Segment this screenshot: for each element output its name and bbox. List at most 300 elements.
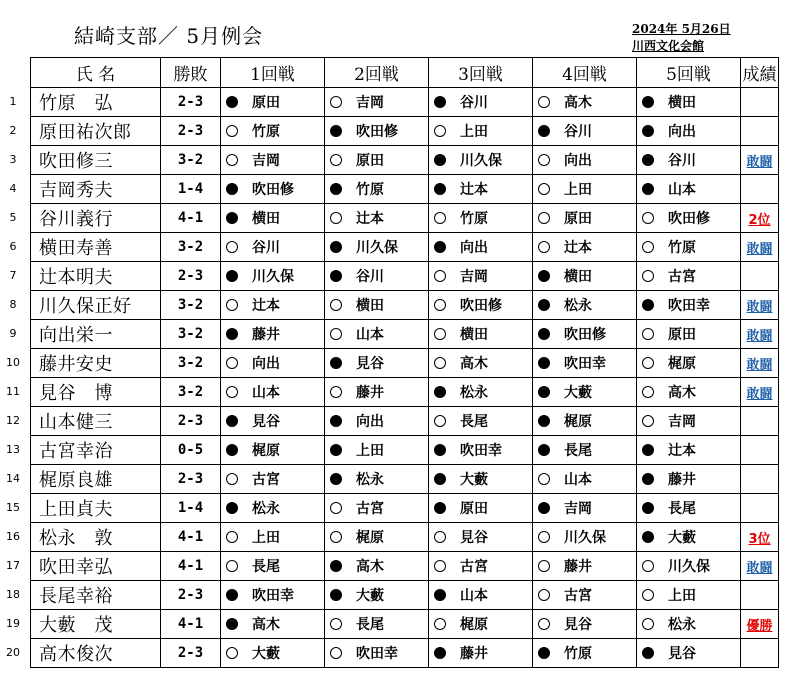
win-mark-icon [226, 618, 238, 630]
player-name: 原田祐次郎 [31, 117, 161, 146]
match-cell-round-4 [533, 349, 637, 378]
match-cell-round-2 [325, 88, 429, 117]
opponent-name: 見谷 [460, 530, 488, 546]
result-award [741, 88, 779, 117]
loss-mark-icon [538, 560, 550, 572]
opponent-name: 吹田修 [356, 124, 398, 140]
win-mark-icon [226, 96, 238, 108]
match-cell-round-1 [221, 436, 325, 465]
win-mark-icon [226, 444, 238, 456]
loss-mark-icon [538, 531, 550, 543]
opponent-name: 藤井 [252, 327, 280, 343]
match-cell-round-3 [429, 436, 533, 465]
opponent-name: 吹田修 [564, 327, 606, 343]
match-cell-round-2 [325, 494, 429, 523]
match-cell-round-2 [325, 523, 429, 552]
match-cell-round-4 [533, 175, 637, 204]
opponent-name: 長尾 [356, 617, 384, 633]
win-mark-icon [538, 270, 550, 282]
win-mark-icon [330, 415, 342, 427]
opponent-name: 辻本 [356, 211, 384, 227]
row-number: 19 [6, 617, 20, 630]
match-cell-round-5 [637, 204, 741, 233]
table-row [31, 552, 779, 581]
match-cell-round-5 [637, 436, 741, 465]
match-cell-round-5 [637, 494, 741, 523]
row-number: 2 [9, 124, 17, 137]
opponent-name: 原田 [564, 211, 592, 227]
result-award [741, 436, 779, 465]
opponent-name: 藤井 [356, 385, 384, 401]
result-award [741, 175, 779, 204]
loss-mark-icon [434, 415, 446, 427]
win-mark-icon [642, 473, 654, 485]
match-cell-round-2 [325, 262, 429, 291]
opponent-name: 辻本 [460, 182, 488, 198]
match-cell-round-3 [429, 465, 533, 494]
table-row [31, 146, 779, 175]
opponent-name: 吉岡 [356, 95, 384, 111]
loss-mark-icon [330, 154, 342, 166]
table-row [31, 175, 779, 204]
opponent-name: 大藪 [356, 588, 384, 604]
match-cell-round-5 [637, 175, 741, 204]
loss-mark-icon [330, 531, 342, 543]
win-mark-icon [434, 473, 446, 485]
loss-mark-icon [642, 589, 654, 601]
opponent-name: 高木 [252, 617, 280, 633]
match-cell-round-2 [325, 639, 429, 668]
result-award[interactable]: 2位 [741, 204, 779, 233]
opponent-name: 吹田幸 [252, 588, 294, 604]
match-cell-round-4 [533, 581, 637, 610]
result-award [741, 581, 779, 610]
loss-mark-icon [538, 241, 550, 253]
match-cell-round-1 [221, 175, 325, 204]
win-mark-icon [226, 415, 238, 427]
opponent-name: 向出 [668, 124, 696, 140]
opponent-name: 古宮 [564, 588, 592, 604]
match-cell-round-2 [325, 146, 429, 175]
loss-mark-icon [330, 647, 342, 659]
opponent-name: 見谷 [564, 617, 592, 633]
opponent-name: 松永 [668, 617, 696, 633]
row-number: 17 [6, 559, 20, 572]
win-loss-record: 4-1 [161, 610, 221, 639]
event-info [632, 21, 731, 55]
opponent-name: 藤井 [668, 472, 696, 488]
match-cell-round-1 [221, 378, 325, 407]
win-mark-icon [330, 270, 342, 282]
loss-mark-icon [226, 125, 238, 137]
opponent-name: 向出 [460, 240, 488, 256]
opponent-name: 吹田修 [252, 182, 294, 198]
col-header-round-2: 2回戦 [325, 58, 429, 88]
result-award [741, 117, 779, 146]
opponent-name: 川久保 [252, 269, 294, 285]
result-award [741, 639, 779, 668]
win-loss-record: 3-2 [161, 349, 221, 378]
table-row [31, 204, 779, 233]
opponent-name: 古宮 [460, 559, 488, 575]
opponent-name: 原田 [460, 501, 488, 517]
loss-mark-icon [330, 386, 342, 398]
header-row [31, 58, 779, 88]
match-cell-round-1 [221, 494, 325, 523]
win-mark-icon [434, 444, 446, 456]
row-number: 15 [6, 501, 20, 514]
win-loss-record: 3-2 [161, 320, 221, 349]
loss-mark-icon [226, 299, 238, 311]
opponent-name: 長尾 [252, 559, 280, 575]
opponent-name: 吉岡 [564, 501, 592, 517]
win-mark-icon [642, 154, 654, 166]
match-cell-round-2 [325, 407, 429, 436]
loss-mark-icon [226, 473, 238, 485]
result-award[interactable]: 敢闘 [741, 552, 779, 581]
match-cell-round-4 [533, 494, 637, 523]
loss-mark-icon [642, 328, 654, 340]
loss-mark-icon [226, 357, 238, 369]
player-name: 大藪 茂 [31, 610, 161, 639]
match-cell-round-1 [221, 349, 325, 378]
opponent-name: 吹田修 [668, 211, 710, 227]
col-header-round-1: 1回戦 [221, 58, 325, 88]
opponent-name: 見谷 [668, 646, 696, 662]
loss-mark-icon [330, 212, 342, 224]
match-cell-round-3 [429, 320, 533, 349]
match-cell-round-1 [221, 262, 325, 291]
win-mark-icon [434, 386, 446, 398]
row-number: 11 [6, 385, 20, 398]
table-row [31, 233, 779, 262]
table-row [31, 581, 779, 610]
opponent-name: 長尾 [564, 443, 592, 459]
row-number: 10 [6, 356, 20, 369]
loss-mark-icon [538, 183, 550, 195]
match-cell-round-2 [325, 436, 429, 465]
loss-mark-icon [642, 270, 654, 282]
result-award[interactable]: 敢闘 [741, 320, 779, 349]
loss-mark-icon [434, 531, 446, 543]
match-cell-round-5 [637, 552, 741, 581]
player-name: 谷川義行 [31, 204, 161, 233]
match-cell-round-5 [637, 88, 741, 117]
loss-mark-icon [538, 473, 550, 485]
player-name: 見谷 博 [31, 378, 161, 407]
match-cell-round-2 [325, 581, 429, 610]
result-award [741, 494, 779, 523]
match-cell-round-4 [533, 146, 637, 175]
row-number: 6 [9, 240, 17, 253]
row-number: 3 [9, 153, 17, 166]
match-cell-round-5 [637, 320, 741, 349]
win-mark-icon [330, 444, 342, 456]
match-cell-round-5 [637, 291, 741, 320]
player-name: 向出栄一 [31, 320, 161, 349]
table-row [31, 291, 779, 320]
event-date: 2024年 5月26日 [632, 22, 731, 36]
win-mark-icon [538, 299, 550, 311]
match-cell-round-4 [533, 88, 637, 117]
match-cell-round-3 [429, 204, 533, 233]
opponent-name: 吹田幸 [460, 443, 502, 459]
loss-mark-icon [330, 96, 342, 108]
win-loss-record: 2-3 [161, 262, 221, 291]
opponent-name: 川久保 [564, 530, 606, 546]
win-loss-record: 1-4 [161, 494, 221, 523]
opponent-name: 山本 [460, 588, 488, 604]
opponent-name: 松永 [356, 472, 384, 488]
opponent-name: 川久保 [460, 153, 502, 169]
row-number: 12 [6, 414, 20, 427]
loss-mark-icon [538, 96, 550, 108]
result-award [741, 262, 779, 291]
match-cell-round-1 [221, 639, 325, 668]
opponent-name: 古宮 [356, 501, 384, 517]
win-loss-record: 1-4 [161, 175, 221, 204]
player-name: 上田貞夫 [31, 494, 161, 523]
loss-mark-icon [434, 618, 446, 630]
opponent-name: 谷川 [356, 269, 384, 285]
player-name: 藤井安史 [31, 349, 161, 378]
win-mark-icon [434, 502, 446, 514]
opponent-name: 梶原 [668, 356, 696, 372]
col-header-result: 成績 [741, 58, 779, 88]
win-mark-icon [434, 154, 446, 166]
win-loss-record: 3-2 [161, 378, 221, 407]
match-cell-round-1 [221, 552, 325, 581]
win-mark-icon [434, 647, 446, 659]
match-cell-round-4 [533, 407, 637, 436]
win-mark-icon [642, 125, 654, 137]
opponent-name: 辻本 [564, 240, 592, 256]
opponent-name: 上田 [252, 530, 280, 546]
win-mark-icon [330, 241, 342, 253]
row-number: 7 [9, 269, 17, 282]
row-number: 4 [9, 182, 17, 195]
result-award[interactable]: 敢闘 [741, 233, 779, 262]
win-mark-icon [538, 328, 550, 340]
match-cell-round-4 [533, 552, 637, 581]
row-number: 20 [6, 646, 20, 659]
opponent-name: 大藪 [460, 472, 488, 488]
result-award[interactable]: 3位 [741, 523, 779, 552]
table-row [31, 349, 779, 378]
win-mark-icon [330, 589, 342, 601]
player-name: 長尾幸裕 [31, 581, 161, 610]
match-cell-round-2 [325, 610, 429, 639]
opponent-name: 山本 [564, 472, 592, 488]
match-cell-round-3 [429, 523, 533, 552]
player-name: 山本健三 [31, 407, 161, 436]
opponent-name: 見谷 [252, 414, 280, 430]
match-cell-round-1 [221, 581, 325, 610]
match-cell-round-5 [637, 262, 741, 291]
player-name: 松永 敦 [31, 523, 161, 552]
loss-mark-icon [434, 560, 446, 572]
table-row [31, 436, 779, 465]
win-mark-icon [330, 473, 342, 485]
result-award[interactable]: 敢闘 [741, 349, 779, 378]
match-cell-round-4 [533, 117, 637, 146]
col-header-record: 勝敗 [161, 58, 221, 88]
match-cell-round-5 [637, 610, 741, 639]
opponent-name: 原田 [668, 327, 696, 343]
row-number: 9 [9, 327, 17, 340]
match-cell-round-1 [221, 465, 325, 494]
win-mark-icon [434, 96, 446, 108]
opponent-name: 川久保 [668, 559, 710, 575]
win-mark-icon [538, 357, 550, 369]
match-cell-round-1 [221, 320, 325, 349]
opponent-name: 梶原 [460, 617, 488, 633]
match-cell-round-4 [533, 610, 637, 639]
win-loss-record: 4-1 [161, 552, 221, 581]
player-name: 吉岡秀夫 [31, 175, 161, 204]
loss-mark-icon [642, 560, 654, 572]
loss-mark-icon [538, 154, 550, 166]
match-cell-round-2 [325, 552, 429, 581]
opponent-name: 吉岡 [460, 269, 488, 285]
opponent-name: 竹原 [564, 646, 592, 662]
opponent-name: 吉岡 [668, 414, 696, 430]
loss-mark-icon [642, 241, 654, 253]
opponent-name: 横田 [460, 327, 488, 343]
opponent-name: 原田 [356, 153, 384, 169]
win-mark-icon [538, 125, 550, 137]
opponent-name: 大藪 [564, 385, 592, 401]
win-mark-icon [226, 270, 238, 282]
player-name: 吹田幸弘 [31, 552, 161, 581]
row-number: 18 [6, 588, 20, 601]
loss-mark-icon [642, 212, 654, 224]
match-cell-round-4 [533, 378, 637, 407]
win-mark-icon [642, 531, 654, 543]
opponent-name: 横田 [668, 95, 696, 111]
match-cell-round-4 [533, 523, 637, 552]
table-row [31, 407, 779, 436]
match-cell-round-2 [325, 320, 429, 349]
opponent-name: 高木 [564, 95, 592, 111]
win-mark-icon [434, 241, 446, 253]
match-cell-round-3 [429, 581, 533, 610]
opponent-name: 上田 [668, 588, 696, 604]
match-cell-round-4 [533, 320, 637, 349]
match-cell-round-5 [637, 465, 741, 494]
player-name: 高木俊次 [31, 639, 161, 668]
win-loss-record: 2-3 [161, 407, 221, 436]
win-mark-icon [538, 444, 550, 456]
loss-mark-icon [434, 328, 446, 340]
result-award[interactable]: 優勝 [741, 610, 779, 639]
match-cell-round-3 [429, 494, 533, 523]
win-mark-icon [226, 212, 238, 224]
win-loss-record: 3-2 [161, 233, 221, 262]
opponent-name: 高木 [668, 385, 696, 401]
opponent-name: 竹原 [252, 124, 280, 140]
opponent-name: 古宮 [252, 472, 280, 488]
match-cell-round-4 [533, 291, 637, 320]
table-row [31, 320, 779, 349]
result-award[interactable]: 敢闘 [741, 378, 779, 407]
player-name: 梶原良雄 [31, 465, 161, 494]
result-award[interactable]: 敢闘 [741, 146, 779, 175]
table-row [31, 639, 779, 668]
row-number: 16 [6, 530, 20, 543]
row-number: 13 [6, 443, 20, 456]
match-cell-round-1 [221, 88, 325, 117]
opponent-name: 辻本 [252, 298, 280, 314]
loss-mark-icon [538, 589, 550, 601]
match-cell-round-4 [533, 639, 637, 668]
player-name: 竹原 弘 [31, 88, 161, 117]
match-cell-round-1 [221, 610, 325, 639]
loss-mark-icon [538, 618, 550, 630]
event-venue: 川西文化会館 [632, 39, 705, 53]
win-mark-icon [330, 357, 342, 369]
opponent-name: 高木 [460, 356, 488, 372]
result-award[interactable]: 敢闘 [741, 291, 779, 320]
match-cell-round-4 [533, 233, 637, 262]
opponent-name: 長尾 [668, 501, 696, 517]
win-mark-icon [642, 647, 654, 659]
opponent-name: 竹原 [356, 182, 384, 198]
results-table [30, 57, 779, 668]
win-mark-icon [330, 125, 342, 137]
loss-mark-icon [642, 386, 654, 398]
opponent-name: 梶原 [564, 414, 592, 430]
loss-mark-icon [434, 299, 446, 311]
match-cell-round-3 [429, 378, 533, 407]
win-mark-icon [226, 328, 238, 340]
opponent-name: 藤井 [564, 559, 592, 575]
opponent-name: 大藪 [252, 646, 280, 662]
opponent-name: 梶原 [356, 530, 384, 546]
opponent-name: 見谷 [356, 356, 384, 372]
match-cell-round-2 [325, 233, 429, 262]
result-award [741, 407, 779, 436]
loss-mark-icon [642, 618, 654, 630]
opponent-name: 松永 [460, 385, 488, 401]
col-header-name: 氏 名 [31, 58, 161, 88]
win-loss-record: 4-1 [161, 523, 221, 552]
match-cell-round-2 [325, 204, 429, 233]
opponent-name: 竹原 [668, 240, 696, 256]
page-title: 結崎支部／ 5月例会 [74, 24, 264, 48]
table-row [31, 262, 779, 291]
match-cell-round-3 [429, 262, 533, 291]
row-number: 5 [9, 211, 17, 224]
loss-mark-icon [642, 415, 654, 427]
loss-mark-icon [226, 154, 238, 166]
opponent-name: 向出 [564, 153, 592, 169]
match-cell-round-1 [221, 117, 325, 146]
win-loss-record: 2-3 [161, 639, 221, 668]
loss-mark-icon [226, 531, 238, 543]
opponent-name: 谷川 [668, 153, 696, 169]
opponent-name: 上田 [356, 443, 384, 459]
match-cell-round-3 [429, 552, 533, 581]
opponent-name: 山本 [668, 182, 696, 198]
player-name: 古宮幸治 [31, 436, 161, 465]
loss-mark-icon [226, 241, 238, 253]
opponent-name: 辻本 [668, 443, 696, 459]
match-cell-round-2 [325, 378, 429, 407]
match-cell-round-3 [429, 639, 533, 668]
table-row [31, 494, 779, 523]
loss-mark-icon [434, 357, 446, 369]
